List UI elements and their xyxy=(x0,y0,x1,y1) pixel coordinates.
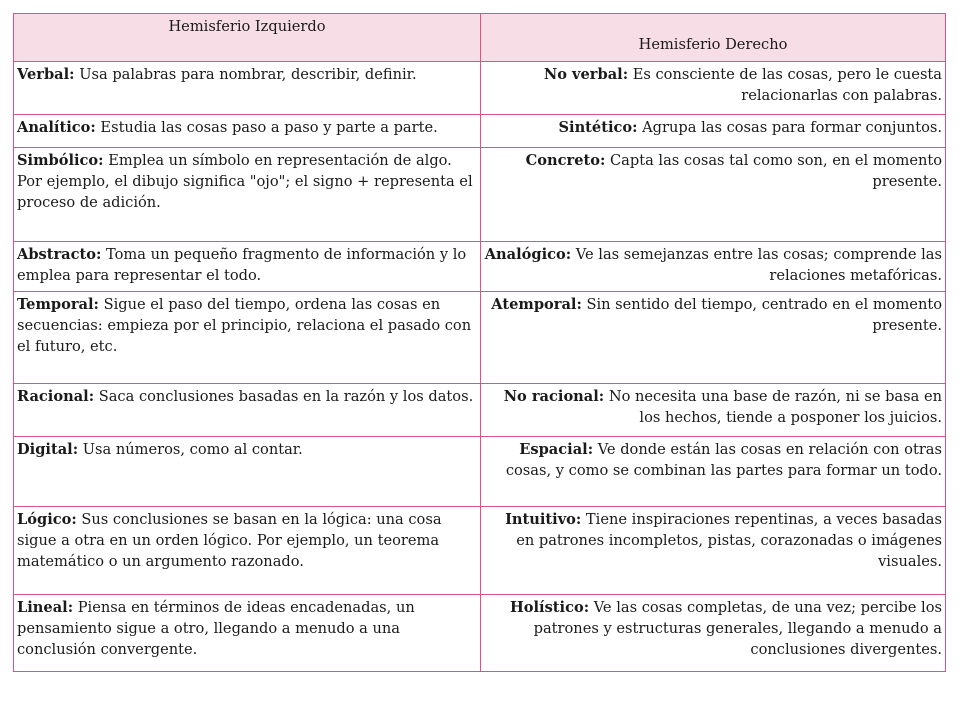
term-label: Verbal: xyxy=(17,66,75,83)
left-cell-verbal xyxy=(14,62,481,115)
right-cell-concreto xyxy=(481,148,946,242)
term-label: No verbal: xyxy=(543,66,629,83)
term-description: Emplea un símbolo en representación de algo. Por ejemplo, el dibujo significa "ojo"; el signo + representa el proceso de adición. xyxy=(17,152,473,211)
term-label: Intuitivo: xyxy=(505,511,582,528)
comparison-table xyxy=(13,13,946,672)
term-label: Abstracto: xyxy=(17,246,102,263)
term-label: Analógico: xyxy=(484,246,572,263)
right-cell-sintetico xyxy=(481,115,946,148)
right-cell-analogico xyxy=(481,242,946,292)
term-description: Usa números, como al contar. xyxy=(78,441,303,458)
term-label: Holístico: xyxy=(509,599,590,616)
table-row xyxy=(14,292,946,384)
right-cell-intuitivo xyxy=(481,507,946,595)
term-label: Concreto: xyxy=(525,152,606,169)
table-row xyxy=(14,595,946,672)
term-description: Ve donde están las cosas en relación con otras cosas, y como se combinan las partes para formar un todo. xyxy=(505,441,942,479)
term-description: Capta las cosas tal como son, en el momento presente. xyxy=(605,152,942,190)
term-description: Tiene inspiraciones repentinas, a veces basadas en patrones incompletos, pistas, corazonadas o imágenes visuales. xyxy=(516,511,942,570)
left-cell-racional xyxy=(14,384,481,437)
left-cell-lineal xyxy=(14,595,481,672)
term-label: Espacial: xyxy=(519,441,594,458)
left-cell-temporal xyxy=(14,292,481,384)
table-row xyxy=(14,115,946,148)
term-label: Simbólico: xyxy=(17,152,104,169)
term-description: Piensa en términos de ideas encadenadas, un pensamiento sigue a otro, llegando a menudo a una conclusión convergente. xyxy=(17,599,415,658)
term-label: Lineal: xyxy=(17,599,74,616)
hemispheres-comparison xyxy=(13,13,945,672)
term-description: Usa palabras para nombrar, describir, definir. xyxy=(74,66,417,83)
table-row xyxy=(14,242,946,292)
term-label: No racional: xyxy=(503,388,605,405)
term-description: Es consciente de las cosas, pero le cuesta relacionarlas con palabras. xyxy=(628,66,942,104)
term-description: Agrupa las cosas para formar conjuntos. xyxy=(637,119,942,136)
header-left-hemisphere: Hemisferio Izquierdo xyxy=(14,14,481,62)
term-description: Estudia las cosas paso a paso y parte a parte. xyxy=(95,119,438,136)
right-cell-no-verbal xyxy=(481,62,946,115)
table-row xyxy=(14,148,946,242)
left-cell-logico xyxy=(14,507,481,595)
table-row xyxy=(14,507,946,595)
term-label: Analítico: xyxy=(17,119,96,136)
term-description: No necesita una base de razón, ni se basa en los hechos, tiende a posponer los juicios. xyxy=(604,388,942,426)
table-row xyxy=(14,62,946,115)
term-label: Temporal: xyxy=(17,296,99,313)
right-cell-holistico xyxy=(481,595,946,672)
term-description: Sus conclusiones se basan en la lógica: una cosa sigue a otra en un orden lógico. Por ejemplo, un teorema matemático o un argumento razonado. xyxy=(17,511,442,570)
table-row xyxy=(14,384,946,437)
term-description: Toma un pequeño fragmento de información y lo emplea para representar el todo. xyxy=(17,246,467,284)
term-description: Sin sentido del tiempo, centrado en el momento presente. xyxy=(581,296,942,334)
right-cell-espacial xyxy=(481,437,946,507)
right-cell-no-racional xyxy=(481,384,946,437)
term-label: Atemporal: xyxy=(491,296,582,313)
term-label: Digital: xyxy=(17,441,79,458)
table-row xyxy=(14,437,946,507)
term-description: Ve las semejanzas entre las cosas; comprende las relaciones metafóricas. xyxy=(571,246,942,284)
right-cell-atemporal xyxy=(481,292,946,384)
header-right-hemisphere: Hemisferio Derecho xyxy=(481,14,946,62)
term-description: Ve las cosas completas, de una vez; percibe los patrones y estructuras generales, llegando a menudo a conclusiones divergentes. xyxy=(533,599,942,658)
header-row xyxy=(14,14,946,62)
term-description: Saca conclusiones basadas en la razón y los datos. xyxy=(94,388,474,405)
term-description: Sigue el paso del tiempo, ordena las cosas en secuencias: empieza por el principio, relaciona el pasado con el futuro, etc. xyxy=(17,296,472,355)
term-label: Sintético: xyxy=(558,119,638,136)
term-label: Lógico: xyxy=(17,511,77,528)
left-cell-analitico xyxy=(14,115,481,148)
left-cell-simbolico xyxy=(14,148,481,242)
left-cell-digital xyxy=(14,437,481,507)
term-label: Racional: xyxy=(17,388,95,405)
left-cell-abstracto xyxy=(14,242,481,292)
